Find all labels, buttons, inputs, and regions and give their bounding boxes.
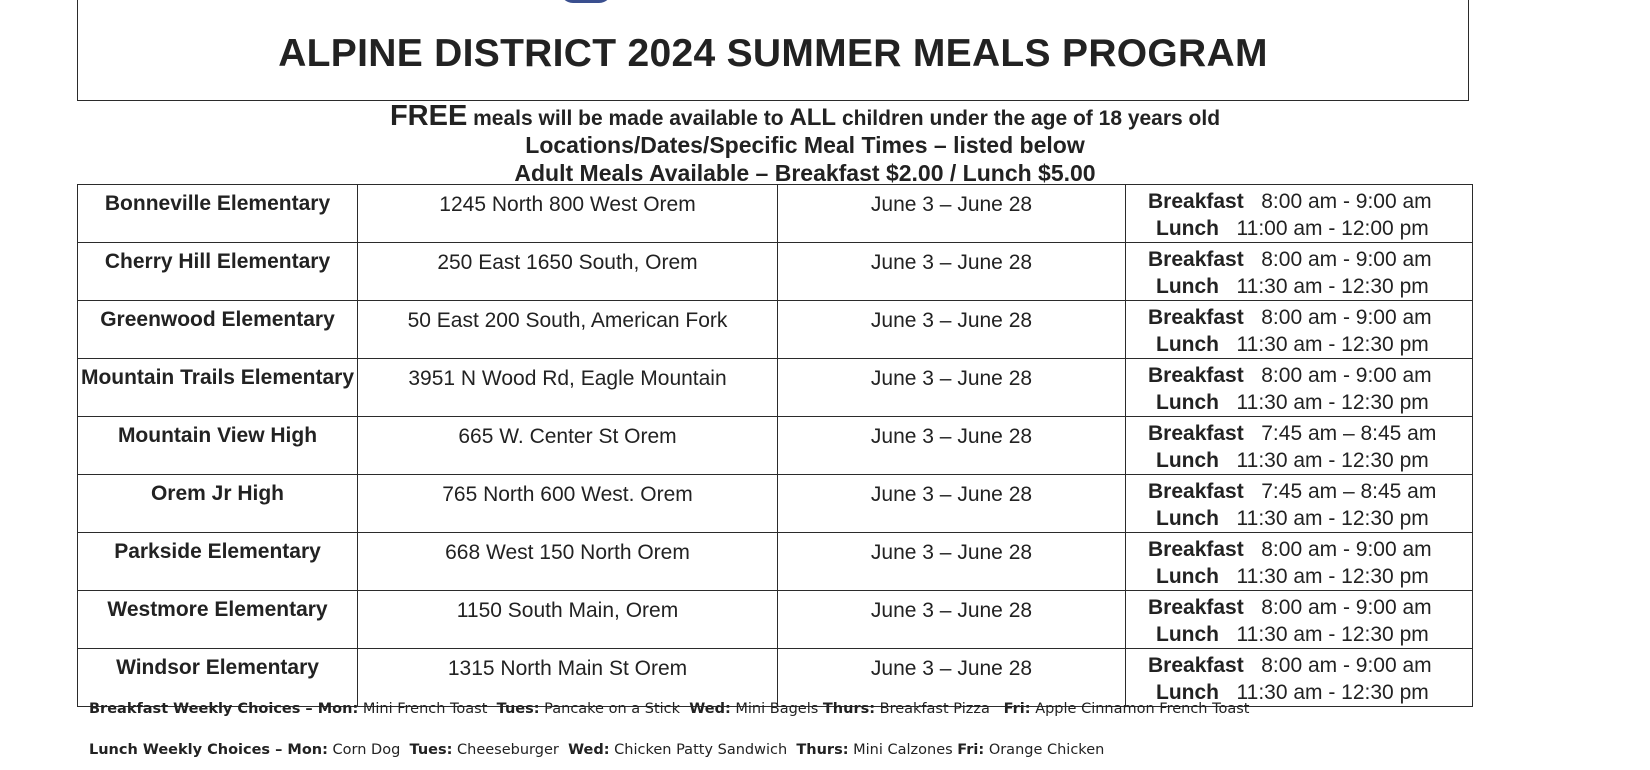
lunch-label: Lunch (1156, 507, 1219, 530)
site-address: 765 North 600 West. Orem (358, 475, 778, 533)
lunch-time: 11:30 am - 12:30 pm (1236, 681, 1429, 704)
breakfast-choices-heading: Breakfast Weekly Choices – Mon: (89, 701, 359, 717)
breakfast-time: 8:00 am - 9:00 am (1261, 596, 1432, 619)
site-meal-times (1126, 475, 1473, 533)
lunch-label: Lunch (1156, 623, 1219, 646)
site-name: Westmore Elementary (78, 591, 358, 649)
free-text-2: children under the age of 18 years old (841, 107, 1221, 130)
site-dates: June 3 – June 28 (778, 185, 1126, 243)
breakfast-tue-label: Tues: (496, 701, 540, 717)
breakfast-time: 8:00 am - 9:00 am (1261, 190, 1432, 213)
site-address: 665 W. Center St Orem (358, 417, 778, 475)
lunch-label: Lunch (1156, 391, 1219, 414)
lunch-line (1148, 505, 1472, 532)
site-name: Cherry Hill Elementary (78, 243, 358, 301)
site-address: 1315 North Main St Orem (358, 649, 778, 707)
breakfast-label: Breakfast (1148, 422, 1244, 445)
lunch-label: Lunch (1156, 333, 1219, 356)
breakfast-time: 8:00 am - 9:00 am (1261, 654, 1432, 677)
site-name: Mountain Trails Elementary (78, 359, 358, 417)
site-meal-times (1126, 243, 1473, 301)
lunch-wed: Chicken Patty Sandwich (614, 742, 788, 758)
breakfast-line (1148, 420, 1472, 447)
breakfast-time: 7:45 am – 8:45 am (1261, 422, 1437, 445)
free-word: FREE (389, 100, 468, 132)
site-address: 1150 South Main, Orem (358, 591, 778, 649)
lunch-time: 11:30 am - 12:30 pm (1236, 391, 1429, 414)
site-meal-times (1126, 359, 1473, 417)
free-text-1: meals will be made available to (473, 107, 784, 130)
locations-notice: Locations/Dates/Specific Meal Times – listed below (525, 132, 1085, 158)
breakfast-line (1148, 188, 1472, 215)
site-address: 3951 N Wood Rd, Eagle Mountain (358, 359, 778, 417)
all-word: ALL (789, 104, 837, 131)
breakfast-label: Breakfast (1148, 654, 1244, 677)
site-meal-times (1126, 591, 1473, 649)
lunch-thu: Mini Calzones (853, 742, 953, 758)
lunch-label: Lunch (1156, 449, 1219, 472)
site-meal-times (1126, 533, 1473, 591)
site-name: Windsor Elementary (78, 649, 358, 707)
breakfast-label: Breakfast (1148, 538, 1244, 561)
breakfast-fri-label: Fri: (1003, 701, 1031, 717)
lunch-time: 11:30 am - 12:30 pm (1236, 449, 1429, 472)
site-name: Mountain View High (78, 417, 358, 475)
lunch-weekly-choices (89, 742, 1104, 758)
site-meal-times (1126, 185, 1473, 243)
site-row (78, 591, 1473, 649)
breakfast-time: 8:00 am - 9:00 am (1261, 306, 1432, 329)
adult-meals-notice: Adult Meals Available – Breakfast $2.00 / Lunch $5.00 (514, 160, 1096, 186)
meal-sites-table (77, 184, 1473, 707)
lunch-fri: Orange Chicken (988, 742, 1105, 758)
page-title: ALPINE DISTRICT 2024 SUMMER MEALS PROGRAM (278, 32, 1268, 75)
site-row (78, 359, 1473, 417)
site-address: 668 West 150 North Orem (358, 533, 778, 591)
breakfast-line (1148, 594, 1472, 621)
site-dates: June 3 – June 28 (778, 475, 1126, 533)
breakfast-wed: Mini Bagels (735, 701, 819, 717)
site-row (78, 475, 1473, 533)
breakfast-line (1148, 478, 1472, 505)
lunch-line (1148, 389, 1472, 416)
site-address: 250 East 1650 South, Orem (358, 243, 778, 301)
site-dates: June 3 – June 28 (778, 649, 1126, 707)
breakfast-fri: Apple Cinnamon French Toast (1035, 701, 1250, 717)
breakfast-mon: Mini French Toast (362, 701, 488, 717)
breakfast-label: Breakfast (1148, 596, 1244, 619)
site-name: Greenwood Elementary (78, 301, 358, 359)
lunch-label: Lunch (1156, 217, 1219, 240)
breakfast-line (1148, 246, 1472, 273)
site-meal-times (1126, 649, 1473, 707)
breakfast-time: 7:45 am – 8:45 am (1261, 480, 1437, 503)
lunch-time: 11:30 am - 12:30 pm (1236, 565, 1429, 588)
site-address: 1245 North 800 West Orem (358, 185, 778, 243)
lunch-time: 11:30 am - 12:30 pm (1236, 275, 1429, 298)
site-row (78, 243, 1473, 301)
site-dates: June 3 – June 28 (778, 417, 1126, 475)
breakfast-wed-label: Wed: (689, 701, 731, 717)
site-row (78, 649, 1473, 707)
breakfast-label: Breakfast (1148, 480, 1244, 503)
lunch-time: 11:30 am - 12:30 pm (1236, 333, 1429, 356)
site-dates: June 3 – June 28 (778, 359, 1126, 417)
lunch-time: 11:00 am - 12:00 pm (1236, 217, 1429, 240)
breakfast-time: 8:00 am - 9:00 am (1261, 538, 1432, 561)
lunch-line (1148, 563, 1472, 590)
breakfast-thu-label: Thurs: (822, 701, 876, 717)
breakfast-time: 8:00 am - 9:00 am (1261, 364, 1432, 387)
breakfast-time: 8:00 am - 9:00 am (1261, 248, 1432, 271)
lunch-label: Lunch (1156, 681, 1219, 704)
breakfast-line (1148, 652, 1472, 679)
lunch-line (1148, 447, 1472, 474)
lunch-tue: Cheeseburger (457, 742, 559, 758)
site-address: 50 East 200 South, American Fork (358, 301, 778, 359)
lunch-label: Lunch (1156, 275, 1219, 298)
site-dates: June 3 – June 28 (778, 301, 1126, 359)
breakfast-label: Breakfast (1148, 364, 1244, 387)
site-meal-times (1126, 301, 1473, 359)
breakfast-line (1148, 304, 1472, 331)
breakfast-thu: Breakfast Pizza (879, 701, 990, 717)
district-logo-fragment (560, 0, 612, 3)
site-meal-times (1126, 417, 1473, 475)
site-row (78, 417, 1473, 475)
breakfast-label: Breakfast (1148, 190, 1244, 213)
site-dates: June 3 – June 28 (778, 533, 1126, 591)
site-name: Orem Jr High (78, 475, 358, 533)
lunch-thu-label: Thurs: (796, 742, 849, 758)
lunch-mon: Corn Dog (332, 742, 401, 758)
site-name: Parkside Elementary (78, 533, 358, 591)
breakfast-label: Breakfast (1148, 248, 1244, 271)
lunch-line (1148, 273, 1472, 300)
site-dates: June 3 – June 28 (778, 591, 1126, 649)
lunch-tue-label: Tues: (409, 742, 453, 758)
lunch-time: 11:30 am - 12:30 pm (1236, 507, 1429, 530)
lunch-wed-label: Wed: (568, 742, 610, 758)
site-row (78, 301, 1473, 359)
lunch-line (1148, 621, 1472, 648)
breakfast-tue: Pancake on a Stick (544, 701, 681, 717)
lunch-line (1148, 331, 1472, 358)
free-meals-notice (0, 100, 1610, 133)
site-row (78, 533, 1473, 591)
breakfast-line (1148, 536, 1472, 563)
site-row (78, 185, 1473, 243)
lunch-line (1148, 215, 1472, 242)
breakfast-label: Breakfast (1148, 306, 1244, 329)
lunch-time: 11:30 am - 12:30 pm (1236, 623, 1429, 646)
breakfast-line (1148, 362, 1472, 389)
lunch-choices-heading: Lunch Weekly Choices – Mon: (89, 742, 328, 758)
site-dates: June 3 – June 28 (778, 243, 1126, 301)
lunch-label: Lunch (1156, 565, 1219, 588)
site-name: Bonneville Elementary (78, 185, 358, 243)
breakfast-weekly-choices (89, 701, 1250, 717)
title-box (77, 0, 1469, 101)
lunch-fri-label: Fri: (957, 742, 985, 758)
